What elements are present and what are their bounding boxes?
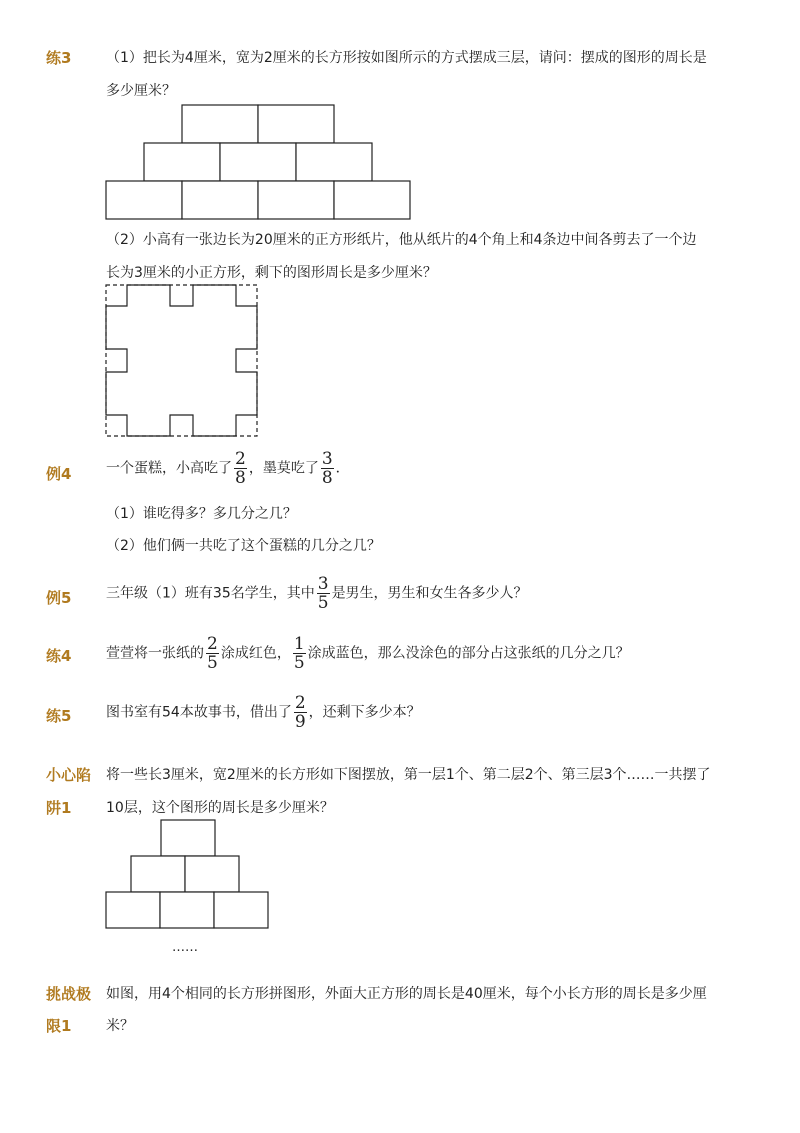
lian5-text-line	[106, 694, 421, 731]
rect-bottom-3	[258, 181, 334, 219]
section-label-li5: 例5	[46, 589, 72, 607]
stack-row3-rect3	[214, 892, 268, 928]
lian3-q1-line2: 多少厘米？	[106, 83, 176, 99]
lian4-text-a: 萱萱将一张纸的	[106, 645, 204, 662]
rect-bottom-1	[106, 181, 182, 219]
remaining-shape-outline	[106, 285, 257, 436]
section-label-li4: 例4	[46, 465, 72, 483]
stack-row3-rect2	[160, 892, 214, 928]
li4-text-line	[106, 450, 350, 487]
section-label-lian3: 练3	[46, 49, 72, 67]
li4-q2: （2）他们俩一共吃了这个蛋糕的几分之几？	[106, 538, 381, 554]
li5-text-line	[106, 575, 528, 612]
li5-text-b: 是男生，男生和女生各多少人？	[331, 585, 528, 602]
stack-row1-rect1	[161, 820, 215, 856]
rect-bottom-4	[334, 181, 410, 219]
stack-row2-rect1	[131, 856, 185, 892]
li4-text-c: ．	[335, 460, 350, 477]
rect-middle-1	[144, 143, 220, 181]
trap1-line2: 10层，这个图形的周长是多少厘米？	[106, 800, 334, 816]
li4-text-a: 一个蛋糕，小高吃了	[106, 460, 232, 477]
fraction-2-9: $\frac{2}{9}$	[294, 693, 306, 732]
fraction-1-5: $\frac{1}{5}$	[293, 634, 305, 673]
square-with-cutouts-figure	[100, 280, 265, 442]
li4-q1: （1）谁吃得多？多几分之几？	[106, 506, 297, 522]
lian4-text-line	[106, 635, 630, 672]
rect-top-1	[182, 105, 258, 143]
lian3-q1-line1: （1）把长为4厘米，宽为2厘米的长方形按如图所示的方式摆成三层，请问：摆成的图形的周长是	[106, 50, 707, 66]
trap1-ellipsis: ……	[172, 940, 198, 955]
lian5-text-a: 图书室有54本故事书，借出了	[106, 704, 292, 721]
lian3-q2-line2: 长为3厘米的小正方形，剩下的图形周长是多少厘米？	[106, 265, 437, 281]
lian4-text-b: 涂成红色，	[220, 645, 291, 662]
stacked-rectangles-figure	[100, 815, 275, 935]
original-square-outline	[106, 285, 257, 436]
three-layer-rectangles-figure	[100, 98, 420, 224]
lian5-text-b: ，还剩下多少本？	[308, 704, 421, 721]
section-label-challenge1-line2: 限1	[46, 1017, 72, 1035]
challenge1-line2: 米？	[106, 1018, 134, 1034]
li5-text-a: 三年级（1）班有35名学生，其中	[106, 585, 315, 602]
lian3-q2-line1: （2）小高有一张边长为20厘米的正方形纸片，他从纸片的4个角上和4条边中间各剪去了一个边	[106, 232, 697, 248]
fraction-3-8: $\frac{3}{8}$	[321, 449, 333, 488]
lian4-text-c: 涂成蓝色，那么没涂色的部分占这张纸的几分之几？	[307, 645, 630, 662]
rect-middle-3	[296, 143, 372, 181]
stack-row2-rect2	[185, 856, 239, 892]
section-label-trap1-line2: 阱1	[46, 799, 72, 817]
section-label-lian4: 练4	[46, 647, 72, 665]
section-label-challenge1-line1: 挑战极	[46, 985, 92, 1003]
li4-text-b: ，墨莫吃了	[248, 460, 319, 477]
fraction-3-5: $\frac{3}{5}$	[317, 574, 329, 613]
rect-bottom-2	[182, 181, 258, 219]
section-label-trap1-line1: 小心陷	[46, 766, 92, 784]
fraction-2-5: $\frac{2}{5}$	[207, 634, 218, 673]
section-label-lian5: 练5	[46, 707, 72, 725]
trap1-line1: 将一些长3厘米，宽2厘米的长方形如下图摆放，第一层1个、第二层2个、第三层3个……一共摆了	[106, 767, 711, 783]
rect-middle-2	[220, 143, 296, 181]
stack-row3-rect1	[106, 892, 160, 928]
rect-top-2	[258, 105, 334, 143]
fraction-2-8: $\frac{2}{8}$	[235, 449, 246, 488]
challenge1-line1: 如图，用4个相同的长方形拼图形，外面大正方形的周长是40厘米，每个小长方形的周长是多少厘	[106, 986, 707, 1002]
